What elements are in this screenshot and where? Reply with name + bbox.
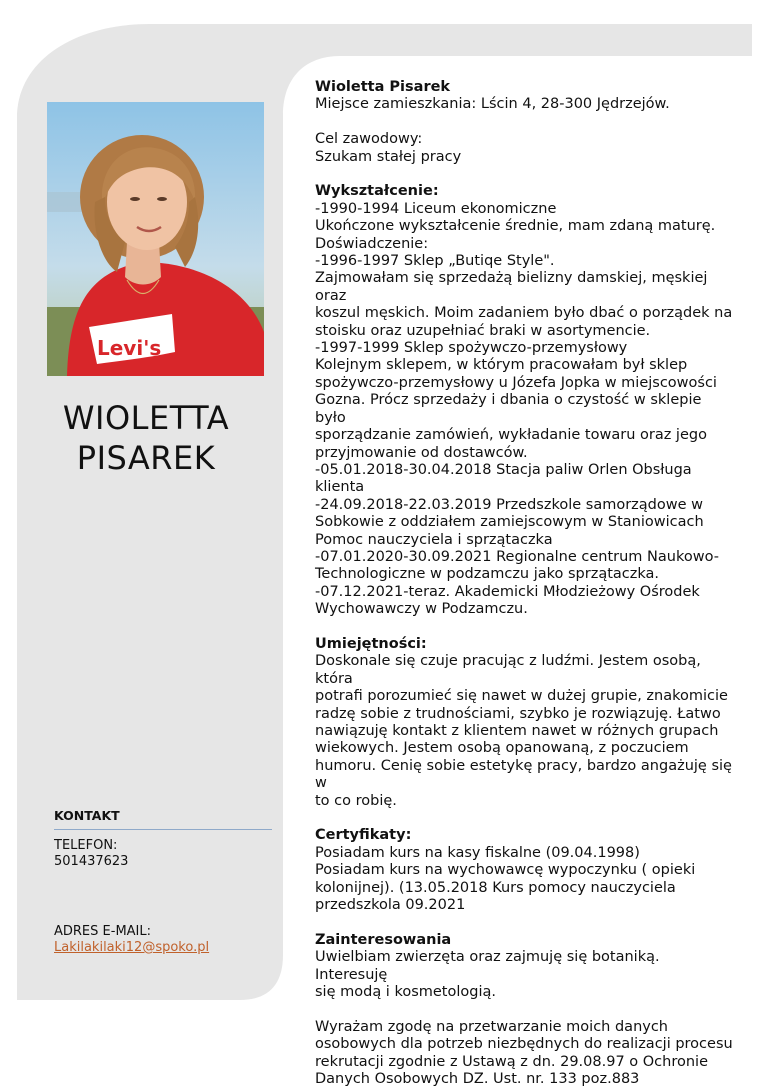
text-line: Uwielbiam zwierzęta oraz zajmuję się botaniką. Interesuję	[315, 949, 660, 983]
goal-label: Cel zawodowy:	[315, 131, 423, 148]
text-line: Doskonale się czuje pracując z ludźmi. Jestem osobą, która	[315, 653, 701, 687]
text-line: -1997-1999 Sklep spożywczo-przemysłowy	[315, 340, 628, 357]
text-line: Wyrażam zgodę na przetwarzanie moich danych	[315, 1018, 668, 1035]
text-line: Pomoc nauczyciela i sprzątaczka	[315, 531, 553, 548]
text-line: nawiązuję kontakt z klientem nawet w różnych grupach	[315, 722, 719, 739]
text-line: Kolejnym sklepem, w którym pracowałam był sklep	[315, 357, 688, 374]
text-line: Technologiczne w podzamczu jako sprzątaczka.	[315, 566, 660, 583]
candidate-name-large	[40, 398, 252, 478]
text-line: -1990-1994 Liceum ekonomiczne	[315, 200, 557, 217]
interests-list	[315, 949, 733, 1001]
text-line: koszul męskich. Moim zadaniem było dbać o porządek na	[315, 305, 733, 322]
text-line: spożywczo-przemysłowy u Józefa Jopka w miejscowości	[315, 374, 717, 391]
education-list	[315, 201, 733, 619]
text-line: -1996-1997 Sklep „Butiqe Style".	[315, 253, 555, 270]
text-line: rekrutacji zgodnie z Ustawą z dn. 29.08.97 o Ochronie	[315, 1053, 708, 1070]
cv-main-content	[315, 79, 733, 1088]
text-line: się modą i kosmetologią.	[315, 984, 496, 1001]
goal-text: Szukam stałej pracy	[315, 148, 462, 165]
text-line: stoisku oraz uzupełniać braki w asortymencie.	[315, 322, 651, 339]
education-heading: Wykształcenie:	[315, 183, 439, 200]
text-line: sporządzanie zamówień, wykładanie towaru oraz jego	[315, 427, 707, 444]
text-line: -24.09.2018-22.03.2019 Przedszkole samorządowe w	[315, 496, 703, 513]
text-line: Ukończone wykształcenie średnie, mam zdaną maturę.	[315, 218, 716, 235]
contact-heading: KONTAKT	[54, 808, 272, 830]
text-line: Zajmowałam się sprzedażą bielizny damskiej, męskiej oraz	[315, 270, 708, 304]
text-line: Posiadam kurs na kasy fiskalne (09.04.1998)	[315, 844, 640, 861]
text-line: -07.12.2021-teraz. Akademicki Młodzieżowy Ośrodek	[315, 583, 700, 600]
email-link[interactable]: Lakilakilaki12@spoko.pl	[54, 940, 210, 955]
interests-heading: Zainteresowania	[315, 931, 452, 948]
text-line: wiekowych. Jestem osobą opanowaną, z poczuciem	[315, 740, 689, 757]
contact-section	[54, 808, 272, 956]
text-line: -07.01.2020-30.09.2021 Regionalne centrum Naukowo-	[315, 548, 719, 565]
text-line: Wychowawczy w Podzamczu.	[315, 601, 528, 618]
text-line: osobowych dla potrzeb niezbędnych do realizacji procesu	[315, 1036, 733, 1053]
certificates-heading: Certyfikaty:	[315, 827, 412, 844]
skills-heading: Umiejętności:	[315, 635, 427, 652]
text-line: Gozna. Prócz sprzedaży i dbania o czystość w sklepie było	[315, 392, 702, 426]
text-line: radzę sobie z trudnościami, szybko je rozwiązuję. Łatwo	[315, 705, 721, 722]
profile-photo	[47, 102, 264, 376]
consent-clause	[315, 1019, 733, 1088]
phone-label: TELEFON:	[54, 838, 118, 853]
address-line: Miejsce zamieszkania: Lścin 4, 28-300 Jędrzejów.	[315, 96, 670, 113]
text-line: kolonijnej). (13.05.2018 Kurs pomocy nauczyciela	[315, 879, 676, 896]
text-line: Sobkowie z oddziałem zamiejscowym w Staniowicach	[315, 514, 704, 531]
text-line: potrafi porozumieć się nawet w dużej grupie, znakomicie	[315, 688, 728, 705]
text-line: Danych Osobowych DZ. Ust. nr. 133 poz.883	[315, 1071, 640, 1088]
text-line: przyjmowanie od dostawców.	[315, 444, 528, 461]
text-line: Posiadam kurs na wychowawcę wypoczynku ( opieki	[315, 862, 696, 879]
name-line-first: WIOLETTA	[62, 399, 230, 437]
text-line: -05.01.2018-30.04.2018 Stacja paliw Orlen Obsługa klienta	[315, 461, 692, 496]
phone-value: 501437623	[54, 854, 129, 869]
certificates-list	[315, 845, 733, 915]
text-line: humoru. Cenię sobie estetykę pracy, bardzo angażuję się w	[315, 757, 732, 792]
name-line-last: PISAREK	[76, 439, 216, 477]
header-name: Wioletta Pisarek	[315, 79, 451, 95]
email-label: ADRES E-MAIL:	[54, 924, 152, 939]
text-line: to co robię.	[315, 792, 397, 809]
skills-list	[315, 653, 733, 810]
shirt-logo-text: Levi's	[97, 336, 162, 360]
text-line: przedszkola 09.2021	[315, 897, 466, 914]
text-line: Doświadczenie:	[315, 235, 429, 252]
